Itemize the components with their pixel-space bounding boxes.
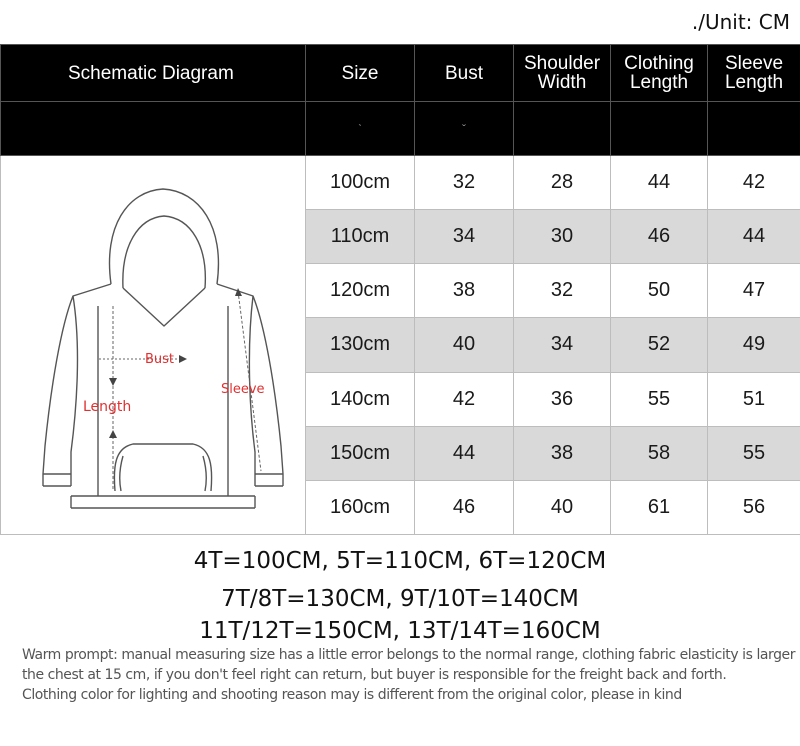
length-cell: 46 xyxy=(611,210,708,264)
header-clothing-line2: Length xyxy=(629,72,689,93)
header-sleeve-length xyxy=(708,45,800,102)
conversion-line-1: 4T=100CM, 5T=110CM, 6T=120CM xyxy=(193,548,607,574)
size-cell: 110cm xyxy=(306,210,415,264)
unit-label: ./Unit: CM xyxy=(691,10,790,34)
header-shoulder-line2: Width xyxy=(537,72,587,93)
header-clothing-line1: Clothing xyxy=(624,53,694,74)
shoulder-cell: 28 xyxy=(514,156,611,210)
shoulder-cell: 40 xyxy=(514,480,611,534)
bust-cell: 38 xyxy=(415,264,514,318)
header-shoulder-width xyxy=(514,45,611,102)
conversion-line-2: 7T/8T=130CM, 9T/10T=140CM xyxy=(221,586,579,612)
length-cell: 55 xyxy=(611,372,708,426)
size-cell: 100cm xyxy=(306,156,415,210)
size-chart-table xyxy=(0,44,800,535)
header-sleeve-line1: Sleeve xyxy=(724,53,784,74)
header-bust: Bust xyxy=(415,45,514,102)
hoodie-schematic-icon xyxy=(3,156,303,534)
shoulder-cell: 30 xyxy=(514,210,611,264)
shoulder-cell: 34 xyxy=(514,318,611,372)
sleeve-cell: 55 xyxy=(708,426,800,480)
length-cell: 50 xyxy=(611,264,708,318)
size-cell: 130cm xyxy=(306,318,415,372)
header-blank-size xyxy=(306,102,415,156)
bust-cell: 40 xyxy=(415,318,514,372)
tick-mark: ˇ xyxy=(462,122,466,136)
table-row xyxy=(1,156,800,210)
shoulder-cell: 32 xyxy=(514,264,611,318)
sleeve-cell: 42 xyxy=(708,156,800,210)
size-cell: 140cm xyxy=(306,372,415,426)
size-cell: 150cm xyxy=(306,426,415,480)
header-blank-length xyxy=(611,102,708,156)
schematic-diagram-cell xyxy=(1,156,306,535)
sleeve-cell: 49 xyxy=(708,318,800,372)
warm-prompt-note-2: the chest at 15 cm, if you don't feel right can return, but buyer is responsible for the freight back and forth. xyxy=(22,667,727,683)
sleeve-cell: 44 xyxy=(708,210,800,264)
header-clothing-length xyxy=(611,45,708,102)
warm-prompt-note-1: Warm prompt: manual measuring size has a little error belongs to the normal range, clothing fabric elasticity is larger xyxy=(22,647,796,663)
length-label: Length xyxy=(83,399,132,415)
header-blank-diagram xyxy=(1,102,306,156)
length-cell: 61 xyxy=(611,480,708,534)
bust-cell: 32 xyxy=(415,156,514,210)
bust-cell: 44 xyxy=(415,426,514,480)
tick-mark: ˋ xyxy=(358,122,362,136)
sleeve-cell: 51 xyxy=(708,372,800,426)
length-cell: 44 xyxy=(611,156,708,210)
shoulder-cell: 38 xyxy=(514,426,611,480)
header-size: Size xyxy=(306,45,415,102)
bust-cell: 34 xyxy=(415,210,514,264)
bust-label: Bust xyxy=(145,352,175,367)
length-cell: 52 xyxy=(611,318,708,372)
sleeve-cell: 47 xyxy=(708,264,800,318)
warm-prompt-note-3: Clothing color for lighting and shooting reason may is different from the original color, please in kind xyxy=(22,687,682,703)
size-cell: 120cm xyxy=(306,264,415,318)
length-cell: 58 xyxy=(611,426,708,480)
header-blank-sleeve xyxy=(708,102,800,156)
header-sleeve-line2: Length xyxy=(724,72,784,93)
shoulder-cell: 36 xyxy=(514,372,611,426)
sleeve-cell: 56 xyxy=(708,480,800,534)
bust-cell: 42 xyxy=(415,372,514,426)
size-cell: 160cm xyxy=(306,480,415,534)
conversion-line-3: 11T/12T=150CM, 13T/14T=160CM xyxy=(199,618,601,644)
header-blank-bust xyxy=(415,102,514,156)
header-blank-shoulder xyxy=(514,102,611,156)
bust-cell: 46 xyxy=(415,480,514,534)
sleeve-label: Sleeve xyxy=(221,382,265,397)
header-schematic-diagram: Schematic Diagram xyxy=(1,45,306,102)
header-shoulder-line1: Shoulder xyxy=(523,53,601,74)
